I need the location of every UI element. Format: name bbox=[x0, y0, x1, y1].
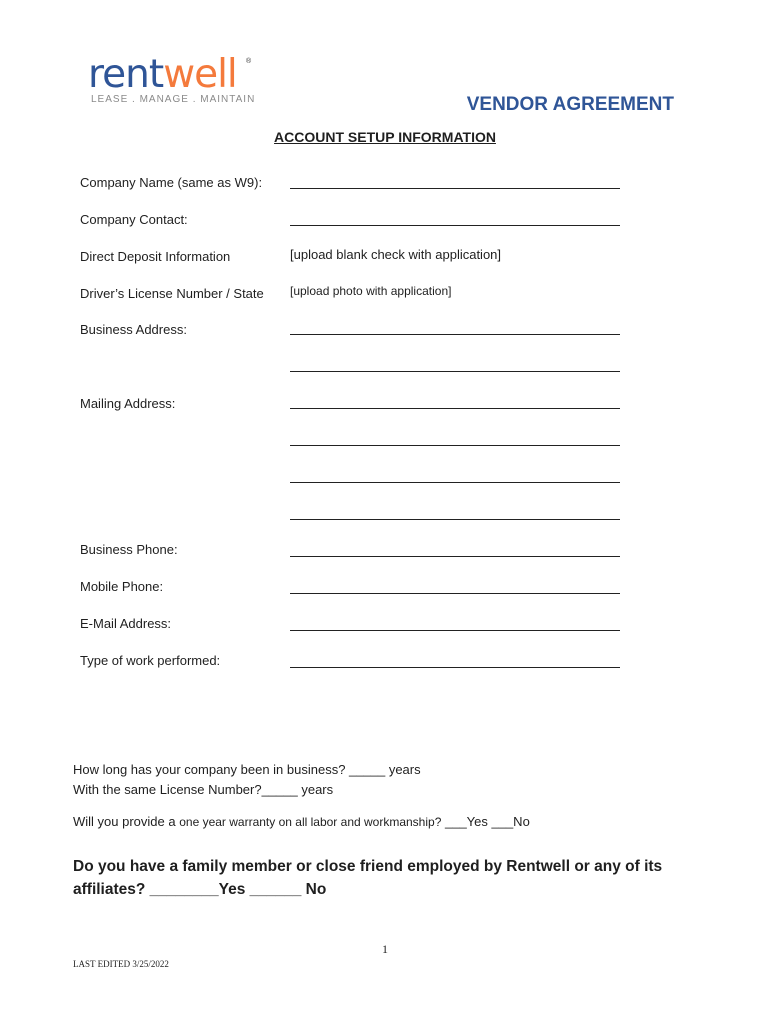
company-contact-field[interactable] bbox=[290, 225, 620, 226]
business-address-label: Business Address: bbox=[80, 322, 187, 337]
company-name-label: Company Name (same as W9): bbox=[80, 175, 263, 190]
email-field[interactable] bbox=[290, 630, 620, 631]
family-member-question: Do you have a family member or close friend employed by Rentwell or any of its affiliates? ________Yes ______ No bbox=[73, 858, 663, 898]
document-title: VENDOR AGREEMENT bbox=[466, 94, 674, 115]
email-label: E-Mail Address: bbox=[80, 616, 172, 631]
direct-deposit-note: [upload blank check with application] bbox=[290, 247, 502, 262]
rentwell-logo bbox=[88, 54, 258, 110]
drivers-license-note: [upload photo with application] bbox=[290, 284, 452, 298]
business-address-line-1[interactable] bbox=[290, 334, 620, 335]
company-name-field[interactable] bbox=[290, 188, 620, 189]
logo-tagline: LEASE . MANAGE . MAINTAIN bbox=[91, 94, 256, 105]
mobile-phone-field[interactable] bbox=[290, 593, 620, 594]
warranty-question: Will you provide a one year warranty on all labor and workmanship? ___Yes ___No bbox=[73, 814, 530, 829]
section-title: ACCOUNT SETUP INFORMATION bbox=[274, 129, 496, 145]
mailing-address-line-4[interactable] bbox=[290, 519, 620, 520]
mailing-address-line-1[interactable] bbox=[290, 408, 620, 409]
mailing-address-label: Mailing Address: bbox=[80, 396, 176, 411]
mailing-address-line-2[interactable] bbox=[290, 445, 620, 446]
logo-registered-mark: ® bbox=[246, 58, 252, 65]
mailing-address-line-3[interactable] bbox=[290, 482, 620, 483]
type-of-work-field[interactable] bbox=[290, 667, 620, 668]
company-contact-label: Company Contact: bbox=[80, 212, 188, 227]
business-phone-field[interactable] bbox=[290, 556, 620, 557]
business-address-line-2[interactable] bbox=[290, 371, 620, 372]
page-number: 1 bbox=[382, 942, 388, 956]
years-in-business-question: How long has your company been in business? _____ years bbox=[73, 762, 421, 777]
same-license-question: With the same License Number?_____ years bbox=[73, 782, 334, 797]
direct-deposit-label: Direct Deposit Information bbox=[80, 249, 231, 264]
business-phone-label: Business Phone: bbox=[80, 542, 178, 557]
logo-wordmark: rentwell bbox=[88, 52, 237, 97]
mobile-phone-label: Mobile Phone: bbox=[80, 579, 164, 594]
last-edited-note: LAST EDITED 3/25/2022 bbox=[73, 959, 169, 969]
type-of-work-label: Type of work performed: bbox=[80, 653, 221, 668]
drivers-license-label: Driver’s License Number / State bbox=[80, 286, 264, 301]
